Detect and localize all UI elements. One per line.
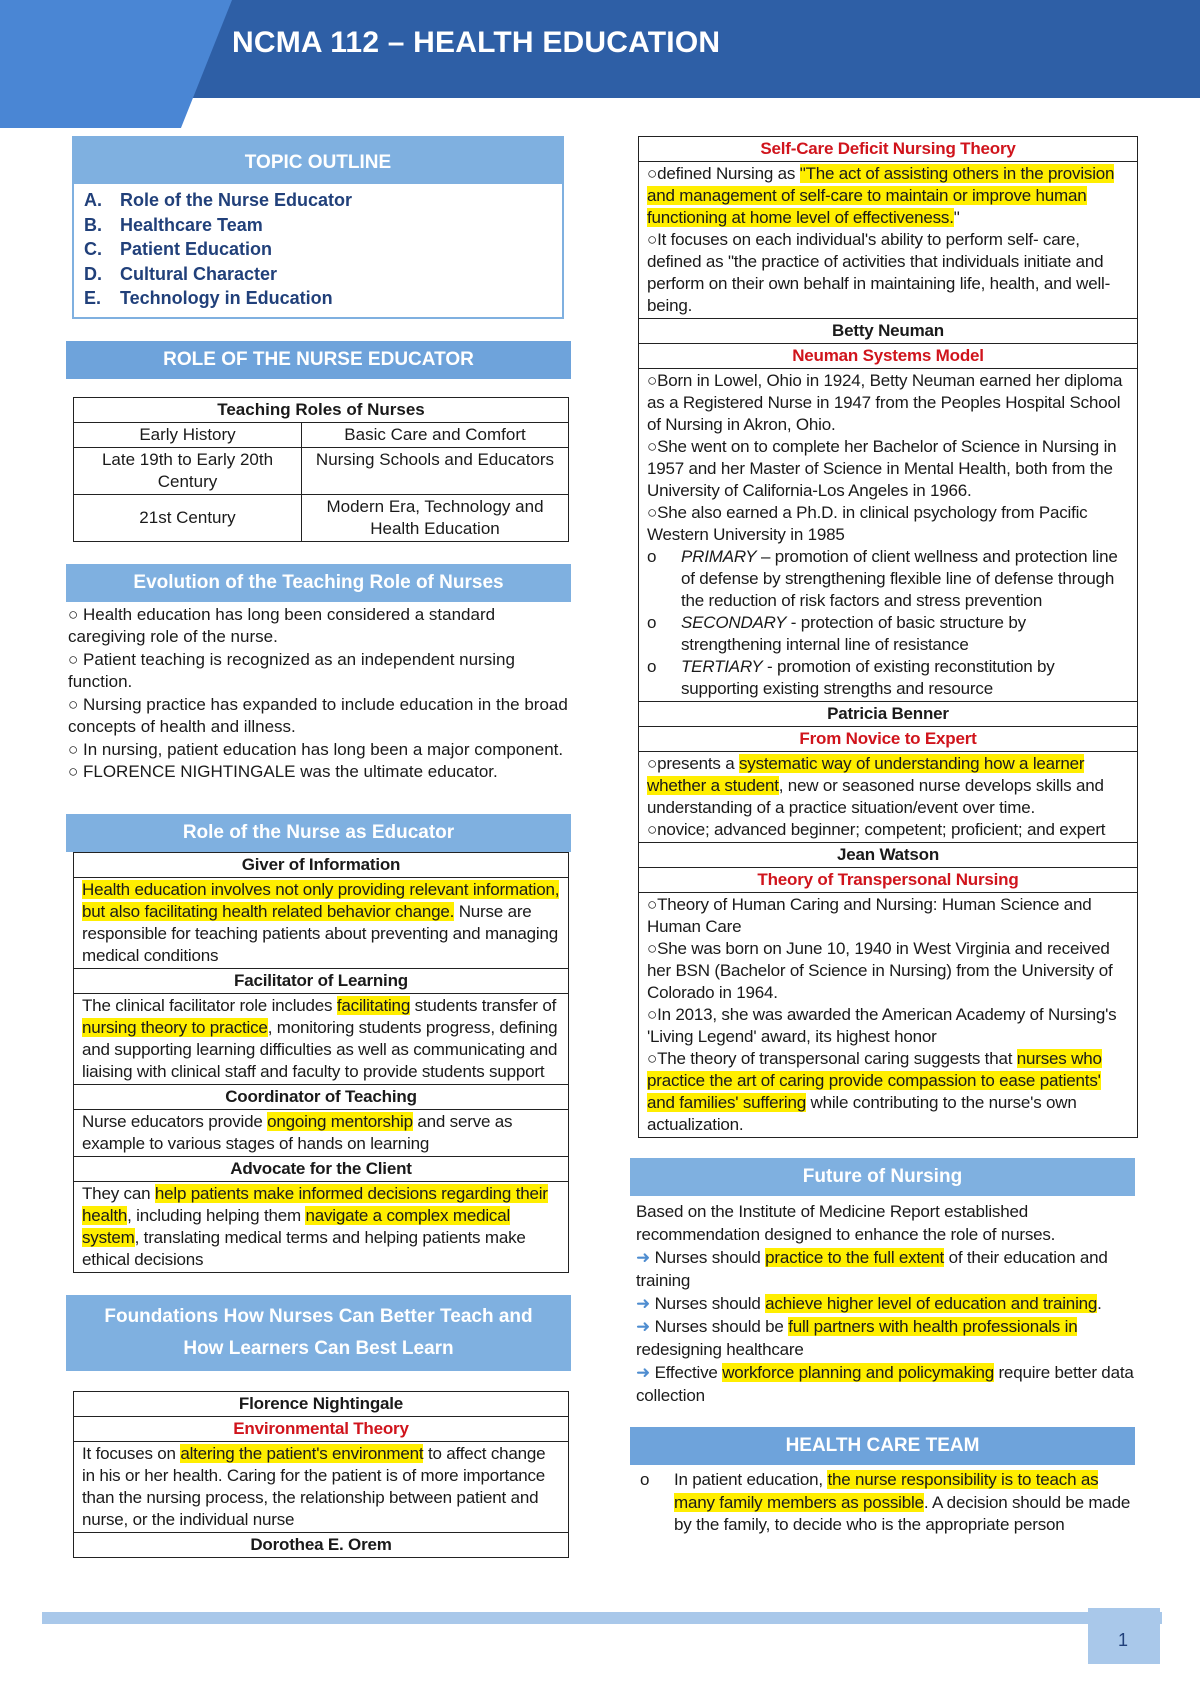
arrow-icon: ➜	[636, 1363, 651, 1382]
outline-item: D. Cultural Character	[84, 263, 278, 284]
header-logo-shape	[0, 0, 232, 128]
evolution-bullets	[66, 604, 571, 784]
list-item: ○ Nursing practice has expanded to include education in the broad concepts of health and illness.	[68, 694, 568, 736]
teaching-roles-title: Teaching Roles of Nurses	[74, 397, 569, 422]
arrow-icon: ➜	[636, 1317, 651, 1336]
theory-name: Environmental Theory	[74, 1416, 569, 1441]
table-row: 21st Century Modern Era, Technology and Health Education	[74, 494, 569, 541]
coordinator-title: Coordinator of Teaching	[74, 1084, 569, 1109]
advocate-title: Advocate for the Client	[74, 1156, 569, 1181]
nightingale-text: It focuses on altering the patient's environment to affect change in his or her health. Caring for the patient is of more importance than the nursing process, the relationship between patient and nurse, or the individual nurse	[74, 1441, 569, 1532]
list-item: ○ Health education has long been considered a standard caregiving role of the nurse.	[68, 604, 496, 646]
page-number: 1	[1118, 1630, 1129, 1650]
theory-name: Theory of Transpersonal Nursing	[639, 868, 1138, 893]
neuman-text: ○Born in Lowel, Ohio in 1924, Betty Neuman earned her diploma as a Registered Nurse in 1947 from the Peoples Hospital School of Nursing in Akron, Ohio. ○She went on to complete her Bachelor of Science in Nursing in 1957 and her Master of Science in Mental Health, both from the University of California-Los Angeles in 1966. ○She also earned a Ph.D. in clinical psychology from Pacific Western University in 1985 o PRIMARY – promotion of client wellness and protection line of defense by strengthening flexible line of defense through the reduction of risk factors and stress prevention o SECONDARY - protection of basic structure by strengthening internal line of resistance o TERTIARY - promotion of existing reconstitution by supporting existing strengths and resource	[639, 369, 1138, 702]
outline-item: B. Healthcare Team	[84, 214, 263, 235]
facilitator-text: The clinical facilitator role includes facilitating students transfer of nursing theory to practice, monitoring students progress, defining and supporting learning difficulties as well as communicating and liaising with clinical staff and faculty to provide students support	[74, 993, 569, 1084]
theorist-name: Patricia Benner	[639, 702, 1138, 727]
theory-name: From Novice to Expert	[639, 727, 1138, 752]
section-role-of-nurse-educator: ROLE OF THE NURSE EDUCATOR	[66, 341, 571, 379]
self-care-text: ○defined Nursing as "The act of assisting others in the provision and management of self-care to maintain or improve human functioning at home level of effectiveness." ○It focuses on each individual's ability to perform self- care, defined as "the practice of activities that individuals initiate and perform on their own behalf in maintaining life, health, and well-being.	[639, 162, 1138, 319]
benner-text: ○presents a systematic way of understanding how a learner whether a student, new or seasoned nurse develops skills and understanding of a practice situation/event over time. ○novice; advanced beginner; competent; proficient; and expert	[639, 752, 1138, 843]
outline-item: C. Patient Education	[84, 239, 273, 259]
list-item: ➜ Nurses should be full partners with health professionals in redesigning healthcare	[636, 1317, 1078, 1359]
list-item: o SECONDARY - protection of basic structure by strengthening internal line of resistance	[647, 613, 1026, 654]
footer-bar	[42, 1612, 1162, 1624]
arrow-icon: ➜	[636, 1248, 651, 1267]
theory-name: Self-Care Deficit Nursing Theory	[639, 137, 1138, 162]
topic-outline-title: TOPIC OUTLINE	[74, 138, 562, 184]
list-item: ➜ Nurses should practice to the full extent of their education and training	[636, 1248, 1108, 1290]
giver-text: Health education involves not only providing relevant information, but also facilitating health related behavior change. Nurse are responsible for teaching patients about preventing and managing medical conditions	[74, 877, 569, 968]
watson-text: ○Theory of Human Caring and Nursing: Human Science and Human Care ○She was born on June 10, 1940 in West Virginia and received her BSN (Bachelor of Science in Nursing) from the University of Colorado in 1964. ○In 2013, she was awarded the American Academy of Nursing's 'Living Legend' award, its highest honor ○The theory of transpersonal caring suggests that nurses who practice the art of caring provide compassion to ease patients' and families' suffering while contributing to the nurse's own actualization.	[639, 893, 1138, 1138]
table-row: Late 19th to Early 20th Century Nursing Schools and Educators	[74, 447, 569, 494]
theorists-table	[638, 136, 1138, 1138]
right-column	[638, 136, 1143, 1537]
facilitator-title: Facilitator of Learning	[74, 968, 569, 993]
list-item: ➜ Nurses should achieve higher level of education and training.	[636, 1294, 1102, 1313]
list-item: ➜ Effective workforce planning and policymaking require better data collection	[636, 1363, 1134, 1405]
topic-outline	[72, 136, 564, 319]
future-list: Based on the Institute of Medicine Report established recommendation designed to enhance the role of nurses. ➜ Nurses should practice to the full extent of their education and training ➜ Nurses should achieve higher level of education and training. ➜ Nurses should be full partners with health professionals in redesigning healthcare ➜ Effective workforce planning and policymaking require better data collection	[634, 1200, 1143, 1407]
section-evolution: Evolution of the Teaching Role of Nurses	[66, 564, 571, 602]
left-column	[66, 136, 571, 1558]
table-row: Early History Basic Care and Comfort	[74, 422, 569, 447]
theorist-name: Betty Neuman	[639, 319, 1138, 344]
section-nurse-as-educator: Role of the Nurse as Educator	[66, 814, 571, 852]
section-future-of-nursing: Future of Nursing	[630, 1158, 1135, 1196]
list-item: ○ Patient teaching is recognized as an independent nursing function.	[68, 649, 515, 691]
section-foundations: Foundations How Nurses Can Better Teach and How Learners Can Best Learn	[66, 1295, 571, 1371]
theorist-name: Florence Nightingale	[74, 1391, 569, 1416]
list-item: o TERTIARY - promotion of existing reconstitution by supporting existing strengths and resource	[647, 657, 1055, 698]
nightingale-table	[73, 1391, 569, 1558]
list-item: ○ In nursing, patient education has long been a major component.	[68, 739, 564, 759]
outline-item: A. Role of the Nurse Educator	[84, 190, 353, 210]
coordinator-text: Nurse educators provide ongoing mentorship and serve as example to various stages of hands on learning	[74, 1109, 569, 1156]
theory-name: Neuman Systems Model	[639, 344, 1138, 369]
outline-item: E. Technology in Education	[84, 288, 333, 308]
list-item: ○ FLORENCE NIGHTINGALE was the ultimate educator.	[68, 762, 498, 781]
arrow-icon: ➜	[636, 1294, 651, 1313]
nurse-educator-roles-table	[73, 852, 569, 1273]
health-team-text: o In patient education, the nurse responsibility is to teach as many family members as possible. A decision should be made by the family, to decide who is the appropriate person	[640, 1470, 1131, 1534]
giver-title: Giver of Information	[74, 852, 569, 877]
teaching-roles-table	[73, 397, 569, 542]
theorist-name: Dorothea E. Orem	[74, 1532, 569, 1557]
theorist-name: Jean Watson	[639, 843, 1138, 868]
topic-outline-list	[74, 184, 562, 317]
page-title: NCMA 112 – HEALTH EDUCATION	[232, 26, 721, 59]
list-item: o PRIMARY – promotion of client wellness and protection line of defense by strengthening flexible line of defense through the reduction of risk factors and stress prevention	[647, 547, 1118, 610]
section-health-care-team: HEALTH CARE TEAM	[630, 1427, 1135, 1465]
advocate-text: They can help patients make informed decisions regarding their health, including helping them navigate a complex medical system, translating medical terms and helping patients make ethical decisions	[74, 1181, 569, 1272]
